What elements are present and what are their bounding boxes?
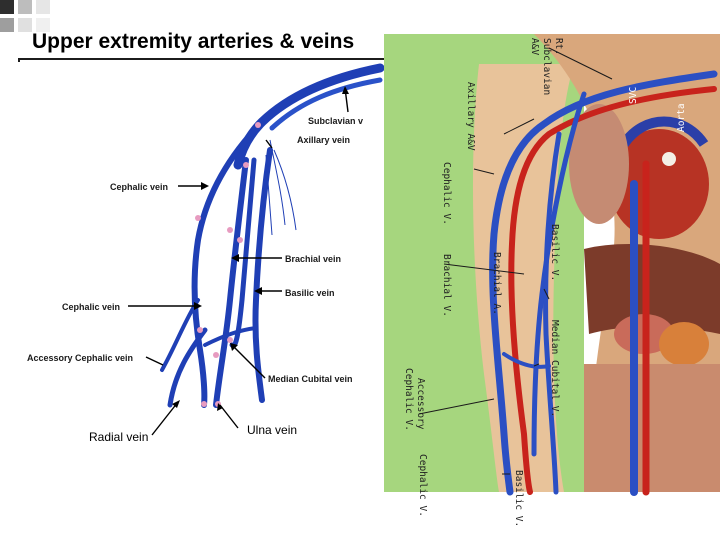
- label-accessory-cephalic-vein: Accessory Cephalic vein: [27, 353, 134, 363]
- vein-diagram: [0, 60, 384, 540]
- label-radial-vein: Radial vein: [89, 430, 149, 444]
- anatomy-model-photo: [384, 34, 720, 540]
- label-ulna-vein: Ulna vein: [247, 423, 298, 437]
- label-brachial-vein: Brachial vein: [285, 254, 342, 264]
- photo-label-accessory-cephalic: Cephalic V.: [403, 368, 414, 431]
- slide-title: Upper extremity arteries & veins: [32, 30, 355, 53]
- label-cephalic-vein-lower: Cephalic vein: [62, 302, 121, 312]
- photo-label-cephalic-lower: Cephalic V.: [417, 454, 428, 517]
- photo-label-axillary: Axillary A&V: [465, 82, 476, 151]
- photo-label-cephalic-upper: Cephalic V.: [441, 162, 452, 225]
- photo-label-subclavian: Subclavian: [541, 38, 552, 96]
- photo-label-basilic-lower: Basilic V.: [513, 470, 524, 528]
- photo-label-av: A&V: [529, 38, 540, 56]
- photo-label-svc: SVC: [628, 86, 639, 104]
- photo-label-aorta: Aorta: [676, 103, 687, 132]
- label-median-cubital-vein: Median Cubital vein: [268, 374, 353, 384]
- photo-label-rt: Rt.: [553, 38, 564, 56]
- label-cephalic-vein-upper: Cephalic vein: [110, 182, 169, 192]
- photo-label-brachial-a: Brachial A.: [491, 252, 502, 315]
- photo-label-median-cubital: Median Cubital V.: [549, 320, 560, 418]
- photo-label-brachial-v: Brachial V.: [441, 254, 452, 317]
- photo-label-basilic-upper: Basilic V.: [549, 224, 560, 282]
- photo-label-accessory: Accessory: [415, 378, 426, 430]
- label-axillary-vein: Axillary vein: [297, 135, 351, 145]
- label-subclavian-vein: Subclavian v: [308, 116, 364, 126]
- label-basilic-vein: Basilic vein: [285, 288, 335, 298]
